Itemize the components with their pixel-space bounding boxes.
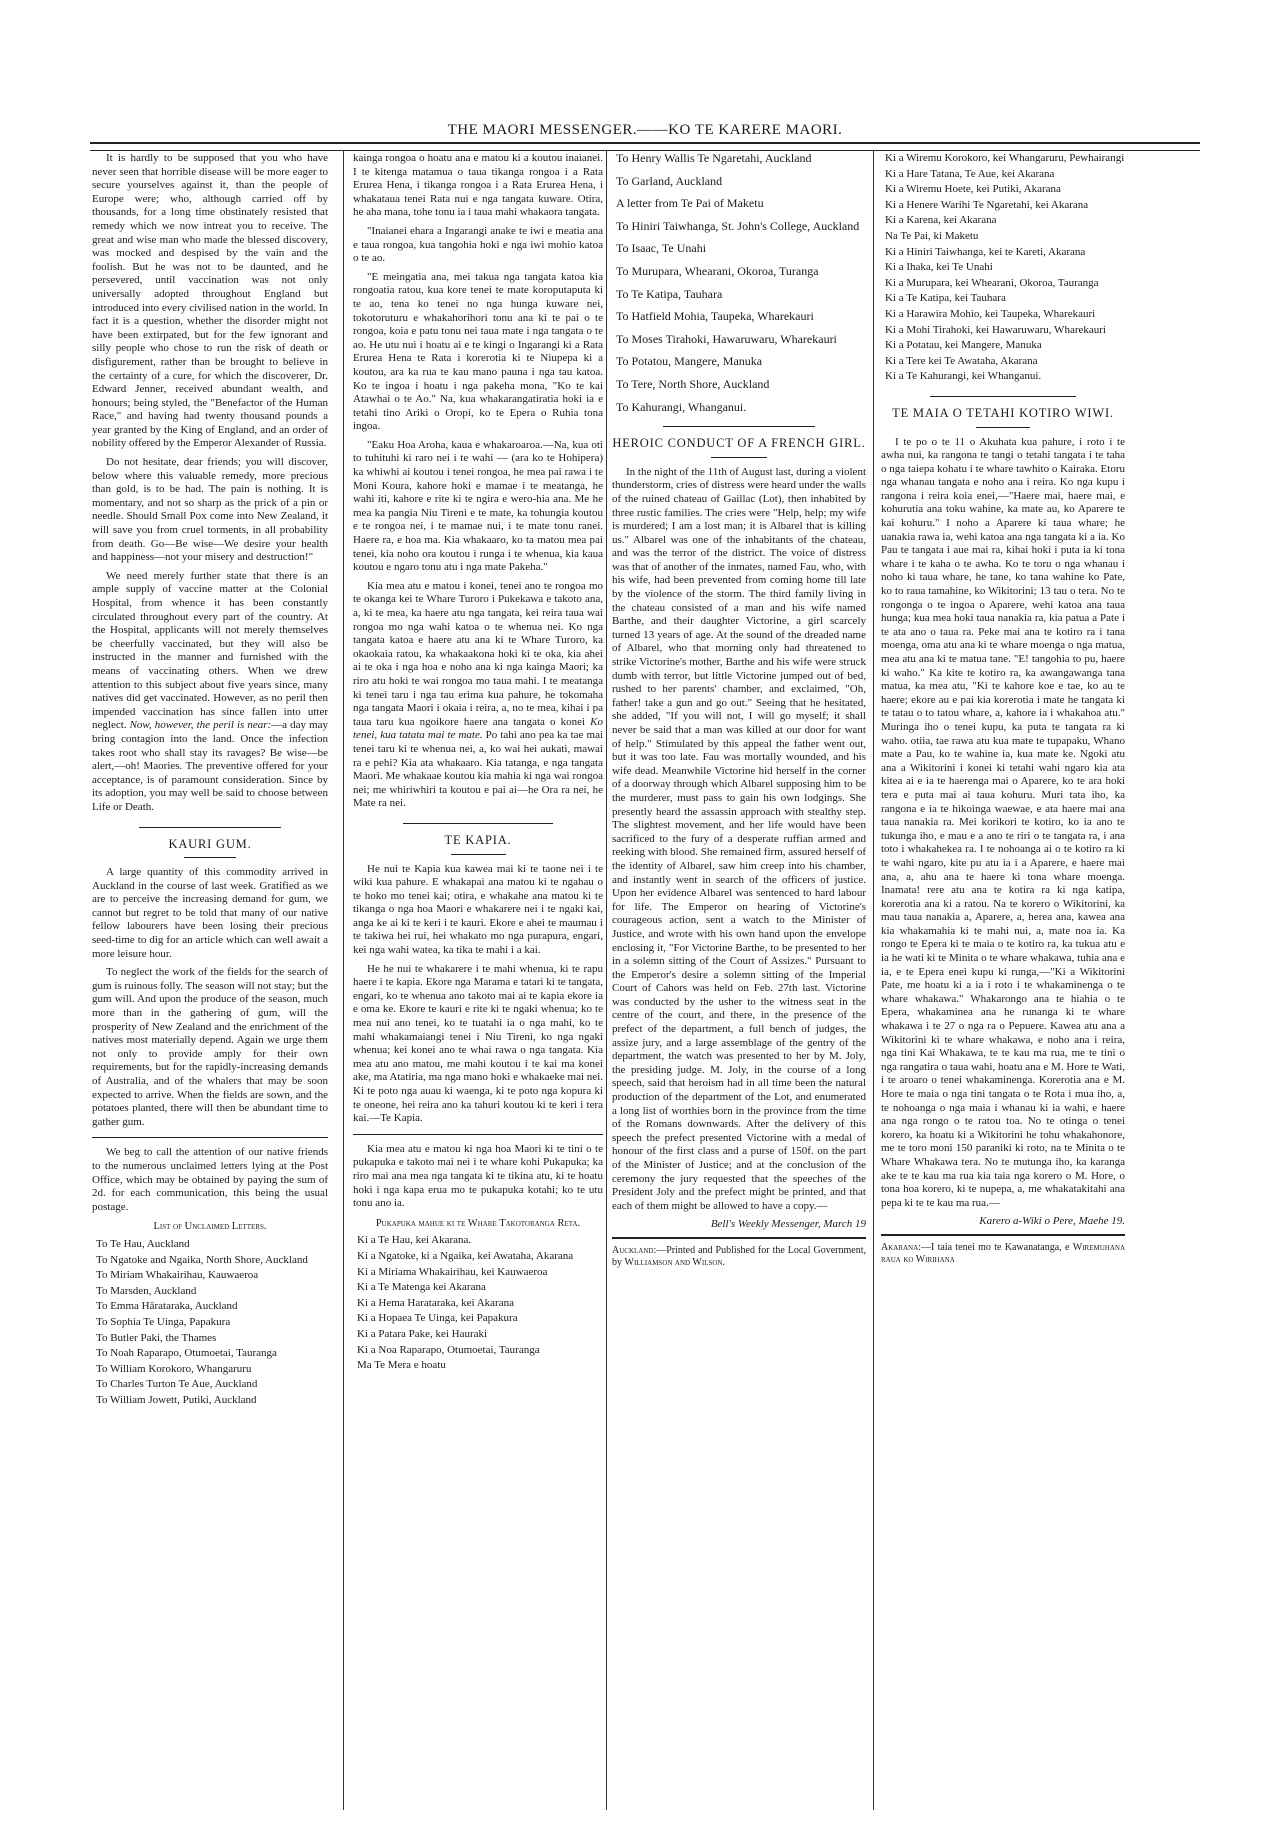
article-source: Karero a-Wiki o Pere, Maehe 19. xyxy=(979,1215,1125,1228)
vaccination-paragraph xyxy=(92,570,328,815)
heroic-paragraph: In the night of the 11th of August last, during a violent thunderstorm, cries of distress were heard under the walls of the ruined chateau of Gaillac (Lot), then inhabited by three rustic families. The cries were "Help, help; my wife is murdered; I am a lost man; it is Albarel that is killing us." Albarel was one of the inhabitants of the chateau, and was the terror of the district. The voice of distress was that of another of the inmates, named Fau, who, with his wife, had been prevented from coming home till late by the violence of the storm. The third family living in the chateau consisted of a man and his wife named Barthe, and their daughter Victorine, a girl scarcely turned 13 years of age. At the sound of the dreaded name of Albarel, who that morning only had threatened to strike Victorine's mother, Barthe and his wife were struck dumb with terror, but little Victorine jumped out of bed, rushed to her parents' chamber, and exclaimed, "Oh, father! take a gun and go out." Seeing that he hesitated, she added, "If you will not, I will go myself; it shall never be said that a man was killed at our door for want of help." Stimulated by this appeal the father went out, but it was too late. Fau was mortally wounded, and his wife dead. Meanwhile Victorine hid herself in the corner of a doorway through which Albarel supposing him to be the murderer, must pass to gain his own lodgings. She presently heard the assassin approach with stealthy step. The slightest movement, and her life would have been sacrificed to the fury of a desperate ruffian armed and reeking with blood. She remained firm, assured herself of the identity of Albarel, saw him creep into his chamber, and instantly went in search of the officers of justice. Upon her evidence Albarel was sentenced to hard labour for life. The Emperor on hearing of Victorine's courageous action, sent a watch to the Minister of Justice, and wrote with his own hand upon the envelope enclosing it, "For Victorine Barthe, to be presented to her in a solemn sitting of the Court of Assizes." Pursuant to the Emperor's desire a solemn sitting of the Imperial Court of Cahors was held on Feb. 27th last. Victorine was conducted by the usher to the witness seat in the centre of the court, and there, in the presence of the prefect of the department, a full bench of judges, the assize jury, and a large assemblage of the gentry of the department, the watch was presented to her by M. Joly, the presiding judge. M. Joly, in the course of a long speech, said that heroism had in all time been the natural production of the department of the Lot, and enumerated a long list of worthies born in the province from the time of the Romans downwards. After the delivery of this speech the prefect presented Victorine with a medal of honour of the first class and a purse of 150f. on the part of the Minister of Justice; and at the conclusion of the ceremony the jury requested that the speeches of the President Joly and the prefect might be printed, and that each of them might be allowed to have a copy.— xyxy=(612,465,866,1212)
list-item: To Noah Raparapo, Otumoetai, Tauranga xyxy=(96,1347,277,1360)
paragraph-text: We need merely further state that there is an ample supply of vaccine matter at the Colonial Hospital, from whence it has been constantly circulated throughout every part of the country. At the Hospital, applicants will not merely themselves be cheerfully vaccinated, but they will also be instructed in the manner and furnished with the means of vaccinating others. When we drew attention to this subject about five years since, many natives did get vaccinated. However, as no peril then impended vaccination has since fallen into utter neglect. xyxy=(92,569,328,732)
list-item: Ki a Henere Warihi Te Ngaretahi, kei Akarana xyxy=(885,198,1089,211)
letters-list xyxy=(92,1238,328,1408)
column-1 xyxy=(92,152,328,1413)
list-item: To Moses Tirahoki, Hawaruwaru, Wharekauri xyxy=(616,331,837,346)
section-rule xyxy=(92,1137,328,1138)
letters-notice: Kia mea atu e matou ki nga hoa Maori ki te tini o te pukapuka e takoto mai nei i te whare kohi Pukapuka; ka riro mai ana mea nga tangata ki te tikina atu, ki te hoatu hoki i nga kapa erua mo te pukapuka kotahi; ko te utu tonu ano ia. xyxy=(353,1142,603,1210)
column-4 xyxy=(881,152,1125,1271)
italic-text: Ko tenei, kua tatata mai te mate. xyxy=(353,715,603,742)
list-item: Ki a Te Kahurangi, kei Whanganui. xyxy=(885,370,1042,383)
list-item: To Murupara, Whearani, Okoroa, Turanga xyxy=(616,263,819,278)
column-rule xyxy=(873,150,874,1810)
te-maia-title: TE MAIA O TETAHI KOTIRO WIWI. xyxy=(881,396,1125,428)
list-item: To Te Hau, Auckland xyxy=(96,1237,190,1250)
maia-paragraph: I te po o te 11 o Akuhata kua pahure, i roto i te awha nui, ka rangona te tangi o tetahi tangata i te taha o nga taiepa kohatu i te whare tawhito o Kairaka. Etoru nga whanau tangata e noho ana i reira. Ko nga kupu i rangona i reira koia enei,—"Haere mai, haere mai, e kohurutia ana toku wahine, ka mate au, ko Aparere te kai kohuru." I noho a Aparere ki taua whare; he uanakia rawa ia, wehi katoa ana nga tangata ki a ia. Ko Pau te tangata i aue mai ra, kihai hoki i puta ia ki tona whare i te kaha o te awha. Ko te toru o nga whanau i noho ki taua whare, he tane, ko tana wahine ko Pate, ko to raua tamahine, ko Wikitorini; 13 tau o tera. No te rongonga o te ingoa o Aparere, wehi katoa ana taua hunga; kua mea hoki taua nanakia ra, kia patua a Pate i te ata ano o taua ra. Peke mai ana te kotiro ra i tana moenga, oma atu ana ki te whare moenga o nga matua, mea atu ana ki te matua tane. "E! tangohia to pu, haere ki waho." Ka kite te kotiro ra, ka awangawanga tana matua, ka mea atu, "Ki te kahore koe e tae, ko au te haere; ekore au e pai kia korerotia i mate he tangata ki te tatau o to tatou whare, a, kahore ia i whakahoa atu." Muringa iho o tenei kupu, ka puta te tangata ra ki waho. otiia, tae rawa atu kua mate te tupapaku, Whano mate a Pau, ko te wahine ia, kua mate ke. Ngoki atu ana a Wikitorini i konei ki tetahi wahi ngaro kia ata kitea ai e ia te haerenga mai o Aparere, ko te ara hoki tera e puta mai ai taua kohuru. Muri tata iho, ka rangona e ia te hikoinga waewae, e ata haere mai ana taua nanakia ra. Mei korikori te kotiro, ko ia ano te tukunga iho, e mau e a ano te riri o te tangata ra, i ana toto i whakahekea ra. I te nohoanga ai o te kotiro ra ki te wahi ngaro, kite pu atu ia i a Aparere, e haere mai ana, a, ahu ana te haere ki tona whare moenga. Inamata! rere atu ana te kotira ra ki nga katipa, korerotia ana ki a ratou. Na te korero o Wikitorini, ka mau taua nanakia a, Aparere, a, herea ana, kawea ana kia whakamahia ki te mahi nui, a, mate noa ia. Ka rongo te Epera ki te maia o te kotiro ra, ka tukua atu e ia he wati ki te Minita o te whare whakawa, tuhia ana e ia, e te Epera enei kupu ki runga,—"Ki a Wikitorini Pate, me hoatu ki a ia i roto i te whakaminenga o te whare whakawa." Whakarongo ana te hiahia o te Epera, whakaminea ana he runanga ki te whare whakawa i te 27 o nga ra o Pepuere. Kawea atu ana a Wikitorini ki te whare whakawa, e noho ana i reira, nga tini Kai Whakawa, te te kau ma rua, me te tini o nga rangatira o taua wahi, hoatu ana e M. Hore te Wati, i te aroaro o tenei whakaminenga. Korerotia ana e M. Hore te maia o nga tini tangata o te Rota i mua iho, a, te nohoanga o nga maia i whanau ki ia wahi, e haere ana nga rongo o te ratou toa. No te otinga o tenei korero, ka hoatu ki a Wikitorini he tohu whakahonore, me te toro moni 150 paraniki ki roto, na te Minita o te Whare Whakawa tera. No te mutunga iho, ka karanga ake te te kau ma rua kia taia nga korero o M. Hore, o tona hoa korero, ki te nupepa, a, me whakatakitahi ana pepa ki te te kau ma rua.— xyxy=(881,435,1125,1209)
list-item: A letter from Te Pai of Maketu xyxy=(616,196,764,211)
imprint-printers: Wiremuhana raua ko Wirihana xyxy=(881,1241,1125,1265)
paragraph-text: Kia mea atu e matou i konei, tenei ano te rongoa mo te okanga kei te Whare Turoro i Pukekawa e takoto ana, a, ki te mea, ka haere atu nga tangata, kei reira taua wai rongoa mo nga wahi katoa o te whenua nei. Ko nga tangata katoa e haere atu ana ki te Whare Turoro, ka okaokaia ratou, ka whakaakona hoki ki te oka, kia ahei ai te oka i nga hoa e noho ana ki nga kainga Maori; ka riro atu hoki te wai rongoa mo taua mahi. I te meatanga ki tenei taru i nga tau erima kua pahure, he tokomaha nga tangata Maori i okaia i reira, a, no te mea, kihai i pa taua taru kua ngoikore haere ana tangata o konei xyxy=(353,579,603,728)
letters-heading: List of Unclaimed Letters. xyxy=(153,1221,267,1233)
imprint-text: :—I taia tenei mo te Kawanatanga, e xyxy=(918,1241,1070,1253)
list-item: To Hatfield Mohia, Taupeka, Wharekauri xyxy=(616,309,814,324)
list-item: Ki a Ihaka, kei Te Unahi xyxy=(885,261,993,274)
list-item: To Te Katipa, Tauhara xyxy=(616,286,723,301)
column-rule xyxy=(343,150,344,1810)
heroic-conduct-title: HEROIC CONDUCT OF A FRENCH GIRL. xyxy=(612,426,866,458)
list-item: Ki a Te Matenga kei Akarana xyxy=(357,1281,486,1294)
imprint-place: Auckland xyxy=(612,1244,654,1256)
vaccination-paragraph: It is hardly to be supposed that you who have never seen that horrible disease will be more eager to secure yourselves against it, than the people of Europe were; who, although carried off by thousands, for a long time obstinately resisted that remedy which we now intreat you to receive. The great and wise man who made the blessed discovery, was mocked and despised by the vain and the foolish. But he was not to be daunted, and he persevered, until vaccination was not only universally adopted throughout England but introduced into every civilised nation in the world. In fact it is a question, whether the disorder might not have been extirpated, but for the few ignorant and silly people who chose to run the risk of death or disfigurement, rather than be brought to believe in the certainty of a cure, for which the discoverer, Dr. Edward Jenner, received abundant wealth, and honours; being styled, the "Benefactor of the Human Race," and having had twenty thousand pounds a year granted by the King of England, and an order of nobility offered by the Emperor Alexander of Russia. xyxy=(92,152,328,450)
list-item: To Hiniri Taiwhanga, St. John's College, Auckland xyxy=(616,218,860,233)
imprint-text: :—Printed and Published for the Local Government, by xyxy=(612,1244,866,1268)
masthead-rule xyxy=(90,142,1200,151)
masthead: THE MAORI MESSENGER.——KO TE KARERE MAORI. xyxy=(447,122,843,138)
column-3 xyxy=(612,152,866,1274)
list-item: To Marsden, Auckland xyxy=(96,1284,197,1297)
imprint xyxy=(612,1237,866,1269)
kauri-paragraph: A large quantity of this commodity arrived in Auckland in the course of last week. Gratified as we are to perceive the increasing demand for gum, we cannot but regret to be told that many of our native fellow labourers have been losing their precious seed-time to dig for an article which can well await a more leisure hour. xyxy=(92,866,328,960)
list-item: Ki a Potatau, kei Mangere, Manuka xyxy=(885,339,1042,352)
letters-notice: We beg to call the attention of our native friends to the numerous unclaimed letters lying at the Post Office, which may be obtained by paying the sum of 2d. for each communication, this being the usual postage. xyxy=(92,1146,328,1213)
list-item: Ki a Hopaea Te Uinga, kei Papakura xyxy=(357,1312,518,1325)
kapia-paragraph: He he nui te whakarere i te mahi whenua, ki te rapu haere i te kapia. Ekore nga Marama e tatari ki te tangata, engari, ko te whenua ano takoto mai ai te kapia ekore ia e oma ke. Ekore te kauri e rite ki te ngaki whenua; ko te mea nui ano tenei, ko te tuatahi ia o nga mahi, ko te mahi whakamaiangi tenei i Niu Tireni, ko nga ngaki whenua; kei konei ano te whai rawa o nga tangata. Kia mea atu ano matou, me mahi koutou i te kai ma konei ake, ma Atatiria, ma nga mano hoki e whakaeke mai nei. Ki te poto nga auau ki waenga, ki te poto nga kopura ki te oneone, hei reira ano ka tahuri koutou ki te keri i tera kai.—Te Kapia. xyxy=(353,962,603,1125)
section-rule xyxy=(353,1134,603,1135)
list-item: Ki a Karena, kei Akarana xyxy=(885,214,997,227)
list-item: To Miriam Whakairihau, Kauwaeroa xyxy=(96,1269,259,1282)
te-kapia-title: TE KAPIA. xyxy=(353,823,603,855)
list-item: Ki a Tere kei Te Awataha, Akarana xyxy=(885,354,1038,367)
list-item: Ki a Ngatoke, ki a Ngaika, kei Awataha, Akarana xyxy=(357,1249,574,1262)
list-item: To Charles Turton Te Aue, Auckland xyxy=(96,1378,258,1391)
list-item: To Henry Wallis Te Ngaretahi, Auckland xyxy=(616,151,812,165)
maori-paragraph: "Inaianei ehara a Ingarangi anake te iwi e meatia ana e taua rongoa, kua tangohia hoki e nga iwi mohio katoa o te ao. xyxy=(353,224,603,265)
kapia-paragraph: He nui te Kapia kua kawea mai ki te taone nei i te wiki kua pahure. E whakapai ana matou ki te ngahau o te hoko mo tenei kai; otira, e whakahe ana matou ki te tikanga o nga hoa Maori e whakarere nei i te ngaki kai, anga ke ai ki te keri i te kauri. Ekore e ahei te maumau i te takiwa hei rui, hei whakato mo nga purapura, engari, kei nga wahi watea, ka tika te mahi i a kai. xyxy=(353,862,603,957)
maori-paragraph: "E meingatia ana, mei takua nga tangata katoa kia rongoatia ratou, kua kore tenei te mate koroputaputa ki te ao, tena ko tenei no nga hunga kuware nei, tokotoruturu e whakahorihori tonu ana ki te pai o te rongoa, koia e patu tonu nei taua mate i nga tangata o te ao. He utu nui i hoatu ai e te kingi o Ingarangi ki a Rata Erurea Hena te Rata i korerotia ki te Niupepa ki a koutou, ara ka rua te kau mano pauna i nga tau katoa. Ko te ingoa i hoatu i nga pakeha mona, "Ko te kai Atawhai o te Ao." Na, kua whakarangatiratia hoki ia e tetahi tino Ariki o Oropi, ko te Epera o Ruhia tona ingoa. xyxy=(353,270,603,433)
list-item: Ki a Hema Harataraka, kei Akarana xyxy=(357,1296,514,1309)
maori-paragraph xyxy=(353,580,603,811)
article-source: Bell's Weekly Messenger, March 19 xyxy=(710,1218,866,1231)
list-item: To Ngatoke and Ngaika, North Shore, Auckland xyxy=(96,1253,308,1266)
list-item: Ki a Wiremu Korokoro, kei Whangaruru, Pewhairangi xyxy=(885,152,1125,164)
list-item: Ma Te Mera e hoatu xyxy=(357,1359,446,1372)
list-item: Ki a Mohi Tirahoki, kei Hawaruwaru, Wharekauri xyxy=(885,323,1106,336)
letters-heading: Pukapuka mahue ki te Whare Takotoranga Reta. xyxy=(375,1217,581,1229)
list-item: Ki a Murupara, kei Whearani, Okoroa, Tauranga xyxy=(885,276,1099,289)
imprint xyxy=(881,1234,1125,1266)
list-item: To Emma Hārataraka, Auckland xyxy=(96,1300,238,1313)
list-item: To Kahurangi, Whanganui. xyxy=(616,399,747,414)
list-item: Ki a Te Katipa, kei Tauhara xyxy=(885,292,1006,305)
list-item: Ki a Patara Pake, kei Hauraki xyxy=(357,1327,488,1340)
imprint-place: Akarana xyxy=(881,1241,919,1253)
imprint-printers: Williamson and Wilson. xyxy=(624,1256,725,1268)
list-item: Ki a Wiremu Hoete, kei Putiki, Akarana xyxy=(885,183,1061,196)
maori-paragraph: "Eaku Hoa Aroha, kaua e whakaroaroa.—Na, kua oti to tuhituhi ki raro nei i te wahi — (ara ko te Hohipera) ka whiwhi ai koutou i tenei rongoa, he mea pai rawa i te Moni Koura, kahore hoki e mamae i te meatanga, he wahi iti, kahore e rite ki te ngira e wero-hia ana. Me he mea ka pangia Niu Tireni e te mate, ka tohungia koutou e te rongoa nei, i te mamae nui, i te mate tonu ranei. Haere ra, e hoa ma. Kia whakaaro, ko ta matou mea pai tenei, kia noho ora koutou i runga i te whenua, kia kaua koutou e ngaro tonu atu i nga mate Pakeha." xyxy=(353,438,603,574)
list-item: Ki a Hiniri Taiwhanga, kei te Kareti, Akarana xyxy=(885,245,1086,258)
vaccination-paragraph: Do not hesitate, dear friends; you will discover, below where this valuable remedy, more precious than gold, is to be had. The pain is nothing. It is momentary, and not so sharp as the prick of a pin or needle. Should Small Pox come into New Zealand, it will save you from cruel torments, in all probability from death. Go—Be wise—We desire your health and happiness—not your misery and destruction!" xyxy=(92,456,328,564)
letters-list xyxy=(881,152,1125,384)
list-item: To Isaac, Te Unahi xyxy=(616,241,707,256)
list-item: To Potatou, Mangere, Manuka xyxy=(616,354,763,369)
paragraph-text: —a day may bring contagion into the land. Once the infection takes root who shall stay its ravages? Be wise—be alert,—oh! Maories. The preventive offered for your acceptance, is of paramount consideration. Since by its adoption, you may well be said to choose between Life or Death. xyxy=(92,719,328,813)
list-item: To Sophia Te Uinga, Papakura xyxy=(96,1315,231,1328)
list-item: Na Te Pai, ki Maketu xyxy=(885,229,979,242)
list-item: To Tere, North Shore, Auckland xyxy=(616,376,770,391)
kauri-paragraph: To neglect the work of the fields for the search of gum is ruinous folly. The season will not stay; but the gum will. And upon the produce of the season, much more than in the gathering of gum, will the prosperity of New Zealand and the enrichment of the natives most materially depend. Again we urge them not only to provide amply for their own requirements, but for the rapidly-increasing demands of Australia, and of the whalers that may be soon expected to arrive. When the fields are sown, and the potatoes planted, there will then be abundant time to gather gum. xyxy=(92,966,328,1128)
list-item: To William Jowett, Putiki, Auckland xyxy=(96,1393,257,1406)
list-item: To Butler Paki, the Thames xyxy=(96,1331,217,1344)
list-item: Ki a Noa Raparapo, Otumoetai, Tauranga xyxy=(357,1343,540,1356)
paragraph-text: Po tahi ano pea ka tae mai tenei taru ki te whenua nei, a, ko wai hei aukati, mawai ra e pehi? Kia ata whakaaro. Kia tatanga, e nga tangata Maori. Me whakaae koutou kia mahia ki nga wai rongoa nei; me whiriwhiri ta koutou e pai ai—he Ora ra nei, he Mate ra nei. xyxy=(353,729,604,810)
list-item: To Garland, Auckland xyxy=(616,173,723,188)
kauri-gum-title: KAURI GUM. xyxy=(92,827,328,859)
column-2 xyxy=(353,152,603,1379)
maori-paragraph: kainga rongoa o hoatu ana e matou ki a koutou inaianei. I te kitenga matamua o taua tikanga rongoa i a Rata Erurea Hena, i tikanga rongoa i a Rata Erurea Hena, i whakataua tenei Rata nui e nga tangata kuware. Otira, he aha mana, tohe tonu ia i taua mahi whakaora tangata. xyxy=(353,152,603,219)
list-item: To William Korokoro, Whangaruru xyxy=(96,1362,252,1375)
list-item: Ki a Miriama Whakairihau, kei Kauwaeroa xyxy=(357,1265,548,1278)
italic-text: Now, however, the peril is near: xyxy=(129,719,272,732)
letters-list xyxy=(353,1234,603,1372)
list-item: Ki a Hare Tatana, Te Aue, kei Akarana xyxy=(885,167,1055,180)
list-item: Ki a Harawira Mohio, kei Taupeka, Wharekauri xyxy=(885,307,1096,320)
column-rule xyxy=(606,150,607,1810)
list-item: Ki a Te Hau, kei Akarana. xyxy=(357,1234,472,1247)
letters-list xyxy=(612,152,866,414)
